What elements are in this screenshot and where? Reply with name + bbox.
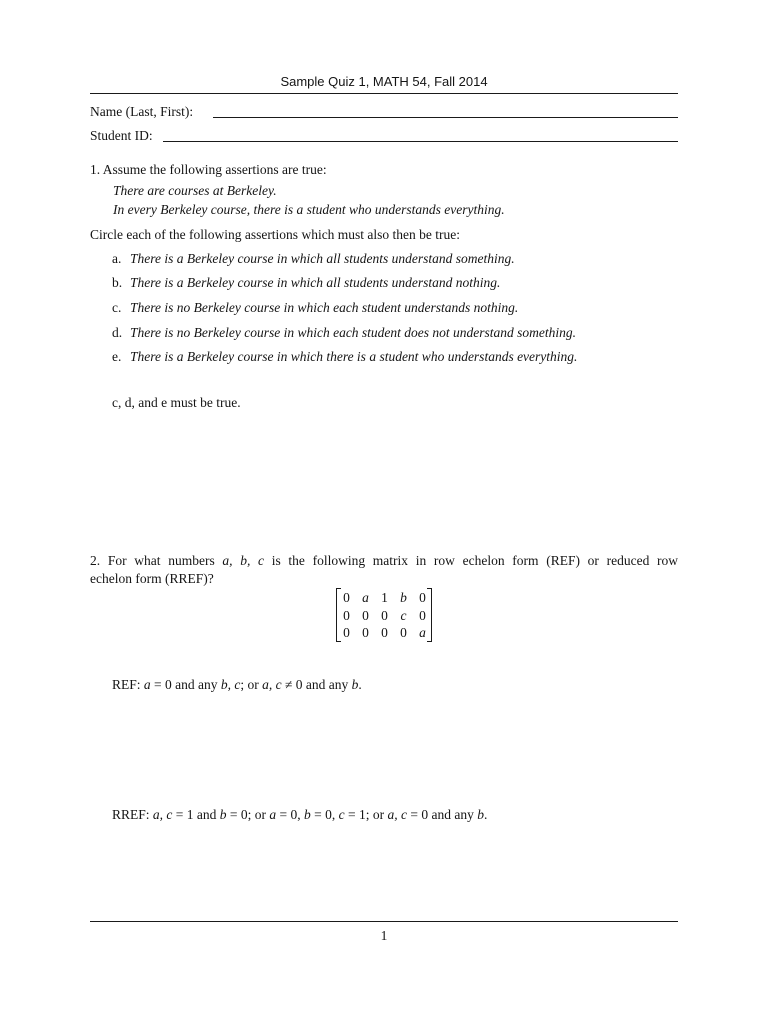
answer-variable: a, c [387, 807, 407, 822]
matrix-cell: 0 [419, 607, 426, 623]
header-rule [90, 93, 678, 94]
choice-b [112, 275, 500, 291]
matrix-cell: 0 [381, 625, 388, 640]
matrix-row-1 [337, 589, 432, 607]
matrix-cell: 0 [362, 607, 369, 623]
matrix-cell: 0 [381, 607, 388, 623]
rref-answer [112, 807, 487, 823]
answer-text: = 0 and any [407, 807, 478, 822]
answer-text: . [483, 807, 488, 822]
answer-text: = 0; or [226, 807, 270, 822]
prompt-variables: a, b, c [222, 553, 265, 568]
answer-variable: a [143, 677, 151, 692]
matrix-cell: 0 [400, 625, 407, 640]
answer-variable: b, c [220, 677, 241, 692]
matrix-cell: 0 [362, 625, 369, 640]
question-2-number: 2. [90, 553, 101, 568]
name-label: Name (Last, First): [90, 104, 194, 119]
matrix [336, 588, 432, 642]
answer-text: ; or [240, 677, 263, 692]
choice-a [112, 251, 515, 267]
matrix-cell: 0 [343, 607, 350, 623]
footer-rule [90, 921, 678, 922]
answer-text: . [358, 677, 362, 692]
choice-label: d. [112, 325, 123, 340]
choice-text: There is no Berkeley course in which each student does not understand something. [130, 325, 577, 340]
matrix-row-2 [337, 607, 432, 625]
choice-text: There is a Berkeley course in which there is a student who understands everything. [130, 349, 578, 364]
matrix-cell: c [400, 607, 407, 623]
assertion-1: There are courses at Berkeley. [113, 183, 277, 198]
answer-variable: a, c [152, 807, 173, 822]
page-title: Sample Quiz 1, MATH 54, Fall 2014 [280, 74, 488, 89]
answer-text: REF: [112, 677, 144, 692]
answer-variable: a, c [262, 677, 282, 692]
answer-variable: b [304, 807, 311, 822]
name-line [213, 117, 678, 118]
answer-variable: b [477, 807, 484, 822]
choice-e [112, 349, 577, 365]
choice-text: There is a Berkeley course in which all students understand something. [130, 251, 515, 266]
answer-text: = 0, [276, 807, 304, 822]
matrix-cell: 1 [381, 590, 388, 605]
question-1-prompt [90, 162, 327, 178]
answer-text: = 0 and any [150, 677, 221, 692]
student-id-label: Student ID: [90, 128, 153, 143]
answer-text: = 0, [310, 807, 339, 822]
choice-label: e. [112, 349, 122, 364]
question-1-text: Assume the following assertions are true: [102, 162, 327, 177]
choice-c [112, 300, 518, 316]
prompt-text: For what numbers [107, 553, 223, 568]
question-2-prompt-line-2: echelon form (RREF)? [90, 571, 214, 586]
answer-text: ≠ 0 and any [281, 677, 352, 692]
answer-variable: c [338, 807, 345, 822]
matrix-cell: a [362, 590, 369, 605]
matrix-cell: b [400, 590, 407, 605]
matrix-cell: 0 [343, 625, 350, 640]
ref-answer [112, 677, 362, 693]
question-1-answer: c, d, and e must be true. [112, 395, 241, 410]
question-2-prompt-line-1 [90, 553, 678, 569]
choice-label: a. [112, 251, 122, 266]
answer-variable: b [219, 807, 227, 822]
choice-label: b. [112, 275, 123, 290]
page-number: 1 [380, 928, 388, 943]
matrix-row-3 [337, 624, 432, 642]
student-id-line [163, 141, 678, 142]
choice-text: There is a Berkeley course in which all students understand nothing. [130, 275, 501, 290]
answer-text: RREF: [112, 807, 153, 822]
answer-text: = 1; or [344, 807, 388, 822]
choice-d [112, 325, 576, 341]
question-1-number: 1. [90, 162, 101, 177]
choice-label: c. [112, 300, 122, 315]
answer-text: = 1 and [172, 807, 220, 822]
question-1-instruction: Circle each of the following assertions which must also then be true: [90, 227, 461, 242]
choice-text: There is no Berkeley course in which each student understands nothing. [130, 300, 519, 315]
prompt-text: is the following matrix in row echelon form (REF) or reduced row [264, 553, 679, 568]
matrix-cell: 0 [343, 590, 350, 605]
answer-variable: b [351, 677, 359, 692]
matrix-cell: a [419, 625, 426, 640]
matrix-cell: 0 [419, 590, 426, 605]
assertion-2: In every Berkeley course, there is a student who understands everything. [113, 202, 505, 217]
answer-variable: a [269, 807, 277, 822]
